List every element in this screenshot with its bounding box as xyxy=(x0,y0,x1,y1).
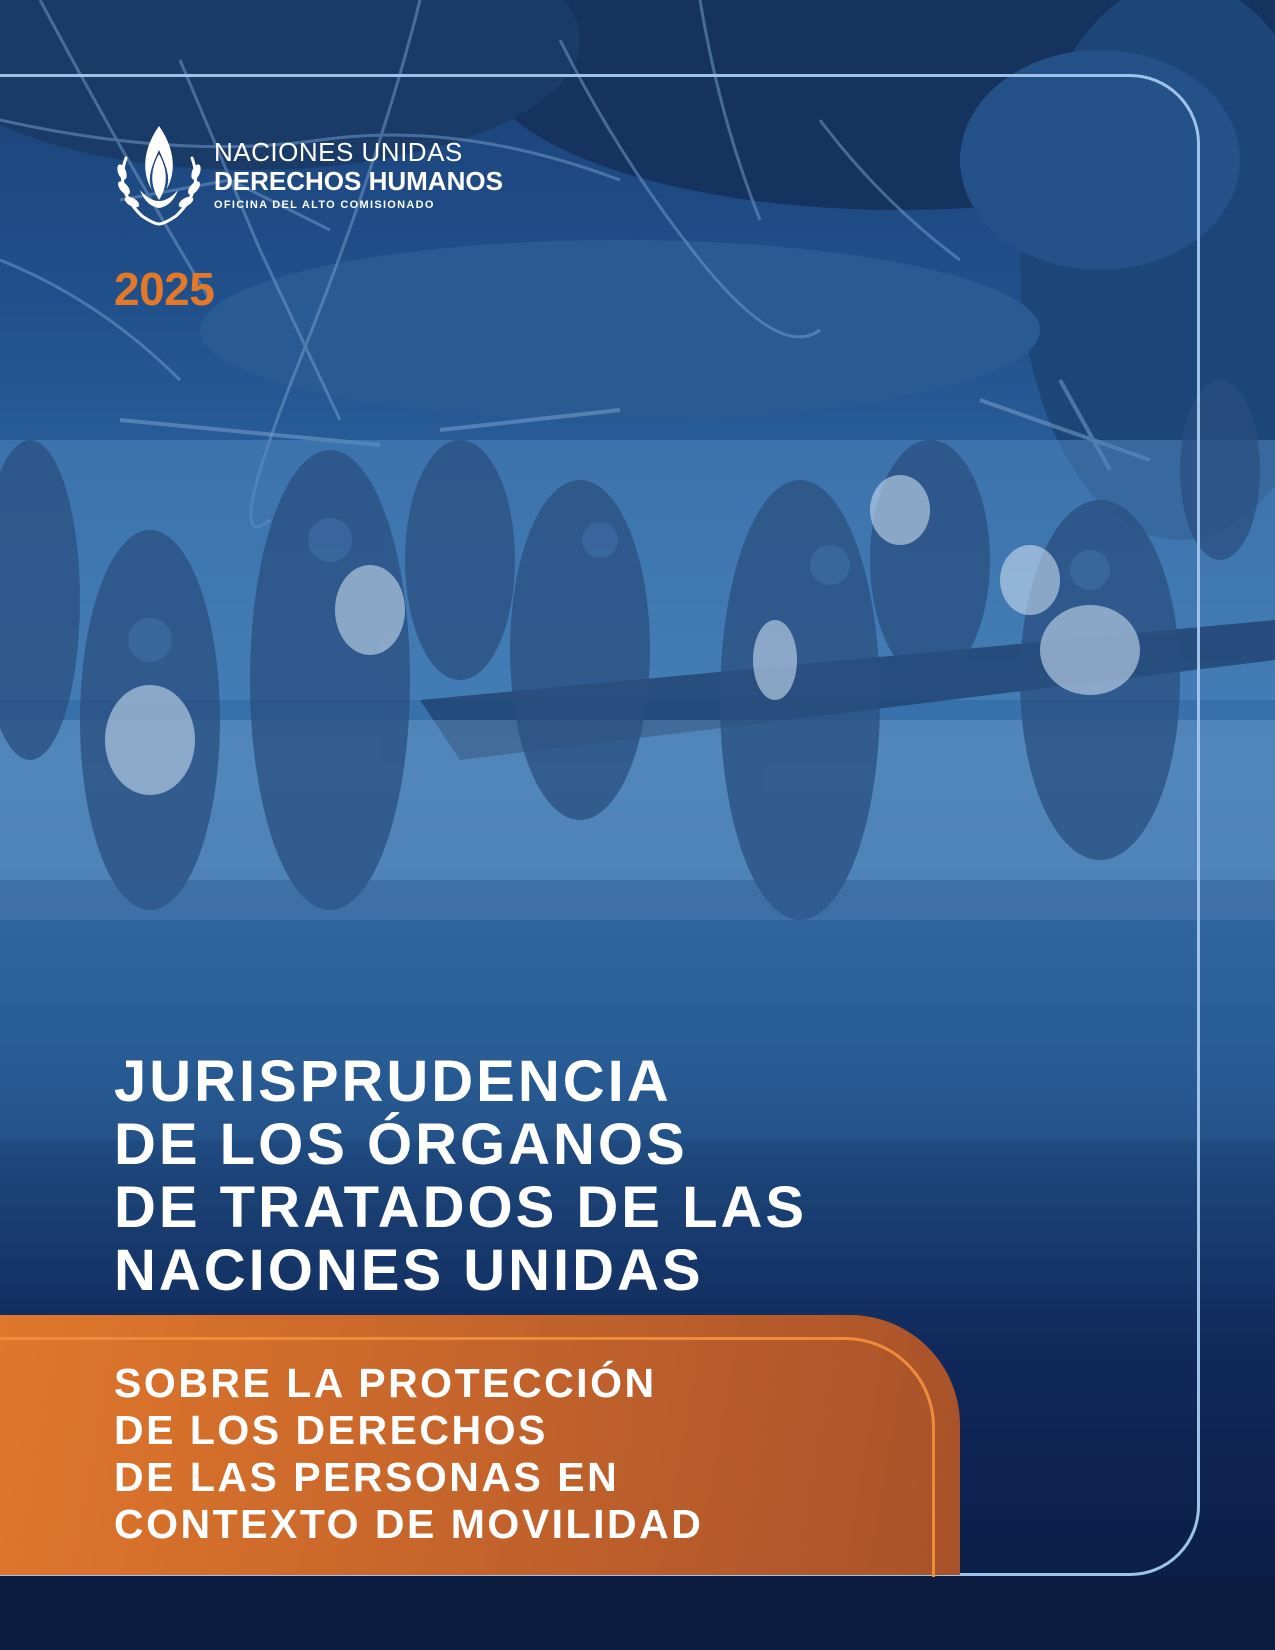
logo-line-human-rights: DERECHOS HUMANOS xyxy=(214,166,503,196)
subtitle xyxy=(114,1360,703,1548)
publication-year: 2025 xyxy=(114,263,215,315)
main-title xyxy=(114,1050,807,1302)
subtitle-line: CONTEXTO DE MOVILIDAD xyxy=(114,1501,704,1547)
subtitle-line: DE LAS PERSONAS EN xyxy=(114,1454,620,1500)
bottom-band xyxy=(0,1577,1275,1650)
subtitle-line: DE LOS DERECHOS xyxy=(114,1407,548,1453)
ohchr-logo xyxy=(112,120,503,228)
title-line: DE TRATADOS DE LAS xyxy=(114,1175,808,1240)
title-line: DE LOS ÓRGANOS xyxy=(114,1112,688,1177)
title-line: JURISPRUDENCIA xyxy=(114,1049,672,1114)
logo-line-un: NACIONES UNIDAS xyxy=(214,137,463,167)
logo-line-office: OFICINA DEL ALTO COMISIONADO xyxy=(214,199,435,211)
subtitle-line: SOBRE LA PROTECCIÓN xyxy=(114,1360,657,1406)
title-line: NACIONES UNIDAS xyxy=(114,1238,704,1303)
un-emblem-icon xyxy=(112,120,206,228)
